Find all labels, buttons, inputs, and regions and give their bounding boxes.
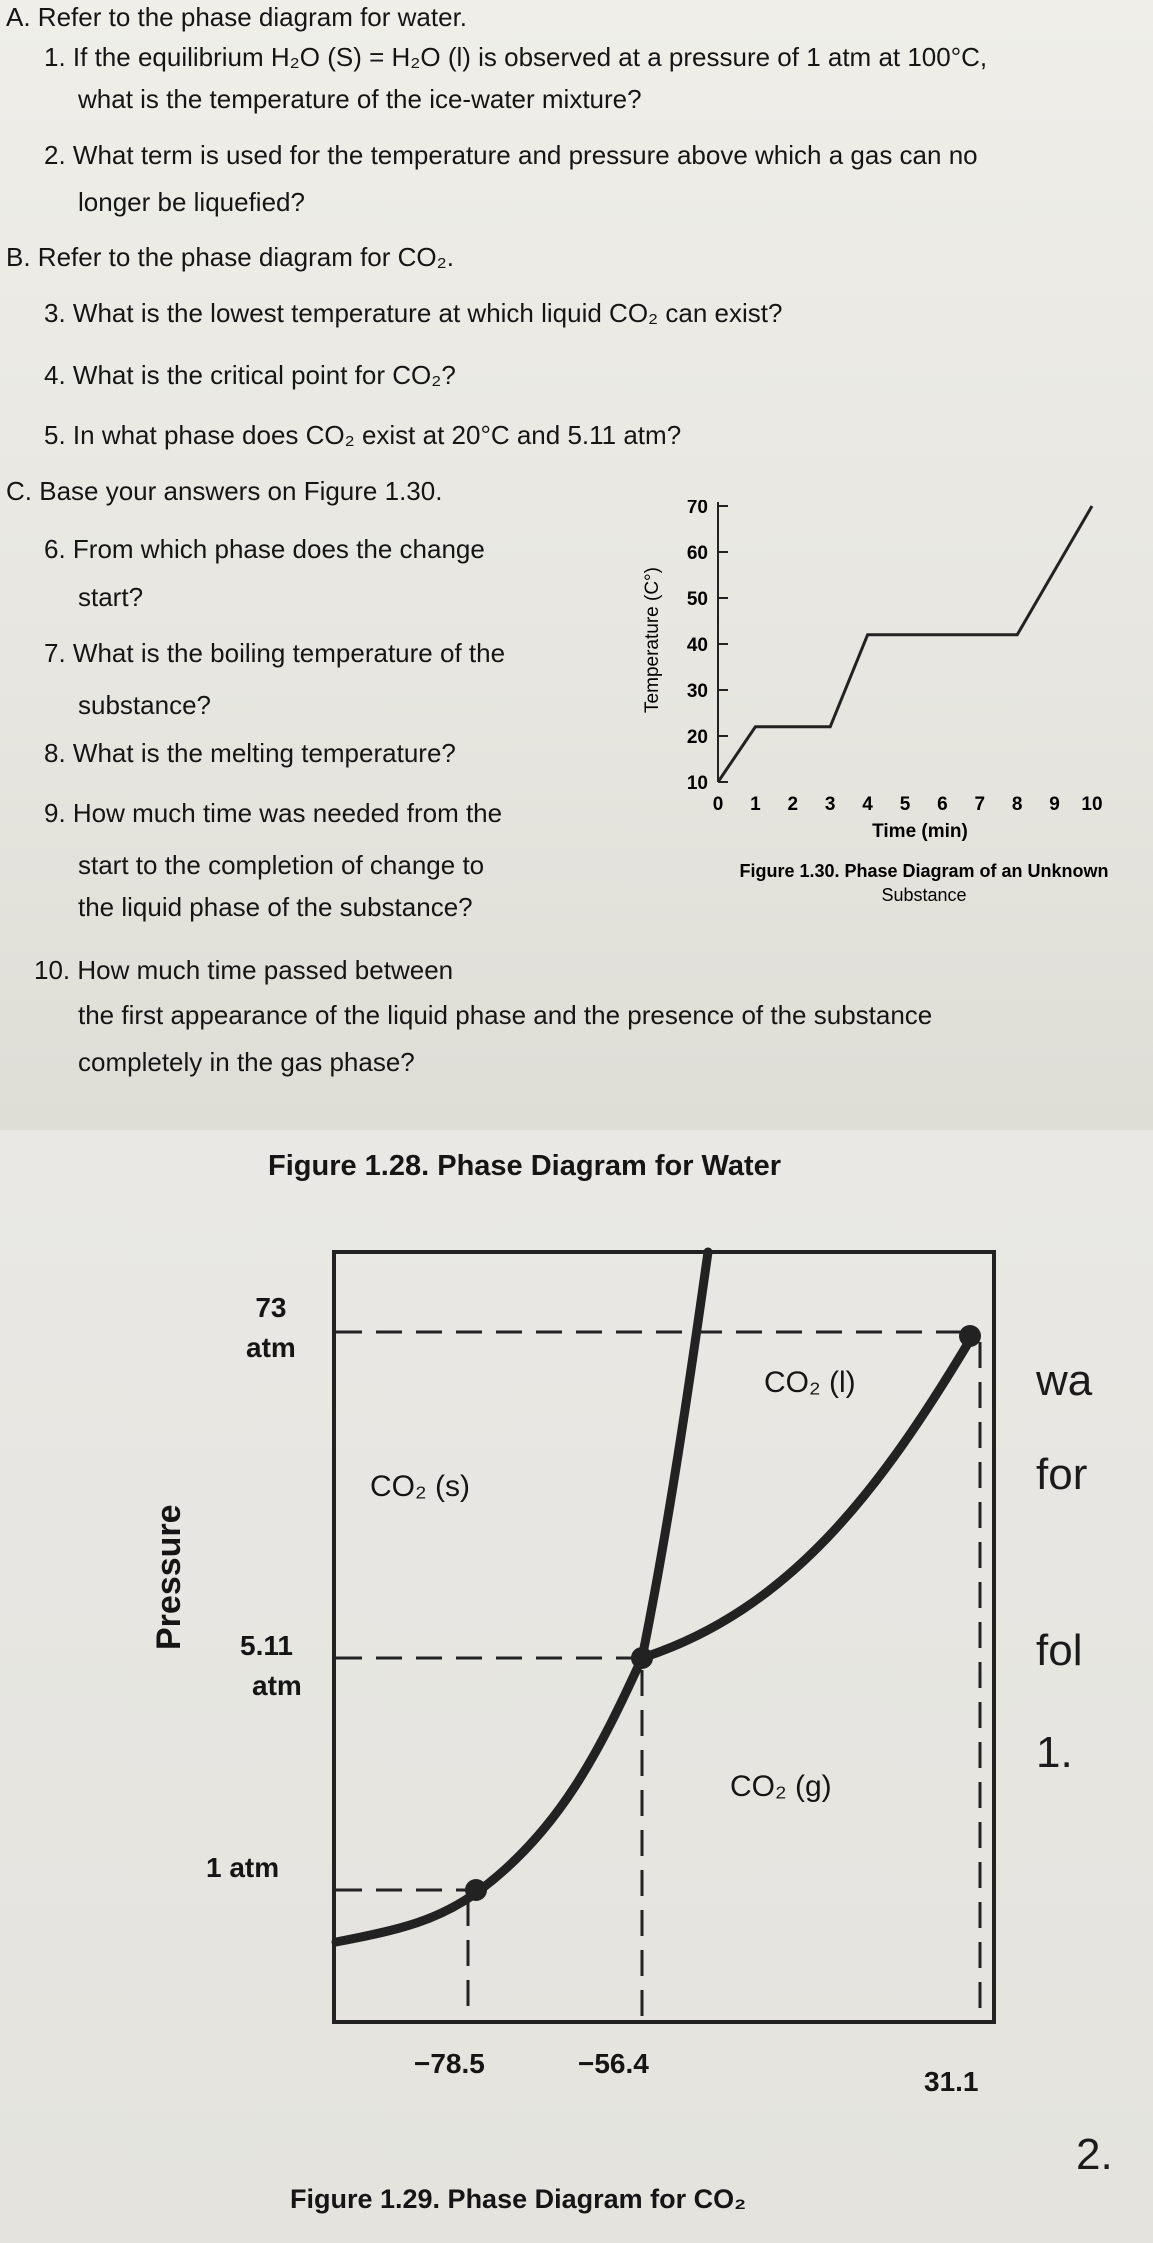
- x-tick-label: 9: [1049, 794, 1060, 815]
- figure-1-30-chart: [620, 500, 1140, 910]
- region-label-solid: CO₂ (s): [370, 1470, 470, 1503]
- region-label-liquid: CO₂ (l): [764, 1366, 856, 1399]
- y-tick-5-11: [240, 1626, 302, 1706]
- side-text-1: wa: [1036, 1356, 1093, 1405]
- y-tick-73-text: 73 atm: [246, 1292, 296, 1363]
- question-9-line3: the liquid phase of the substance?: [78, 892, 473, 922]
- section-c-heading: C. Base your answers on Figure 1.30.: [6, 476, 443, 506]
- co2-phase-diagram: [0, 1130, 1153, 2243]
- y-tick-label: 70: [686, 500, 708, 518]
- question-7-line1: 7. What is the boiling temperature of the: [44, 638, 506, 668]
- x-axis-label: Time (min): [872, 821, 968, 842]
- fusion-curve: [642, 1252, 708, 1658]
- question-3: 3. What is the lowest temperature at which liquid CO₂ can exist?: [44, 298, 783, 328]
- question-1-line2: what is the temperature of the ice-water mixture?: [78, 84, 642, 114]
- y-tick-label: 30: [686, 681, 708, 702]
- question-6-line2: start?: [78, 582, 144, 612]
- question-1-line1: 1. If the equilibrium H₂O (S) = H₂O (l) is observed at a pressure of 1 atm at 100°C,: [44, 42, 988, 72]
- y-tick-5-11-text: 5.11 atm: [240, 1630, 302, 1701]
- question-9-line1: 9. How much time was needed from the: [44, 798, 503, 828]
- question-6-line1: 6. From which phase does the change: [44, 534, 485, 564]
- x-tick-minus-78-5: −78.5: [414, 2048, 485, 2079]
- question-10-line2: the first appearance of the liquid phase and the presence of the substance: [78, 1000, 933, 1030]
- pressure-axis-label: Pressure: [150, 1504, 188, 1650]
- x-tick-label: 8: [1011, 794, 1023, 815]
- figure-1-28-title: Figure 1.28. Phase Diagram for Water: [268, 1150, 782, 1182]
- question-8: 8. What is the melting temperature?: [44, 738, 456, 768]
- question-10-line1: 10. How much time passed between: [34, 955, 454, 985]
- y-tick-1: 1 atm: [206, 1852, 280, 1883]
- x-tick-label: 4: [862, 794, 873, 815]
- section-b-heading: B. Refer to the phase diagram for CO₂.: [6, 242, 454, 272]
- sublimation-curve: [336, 1658, 642, 1942]
- y-tick-label: 10: [686, 773, 708, 794]
- x-tick-label: 5: [899, 794, 911, 815]
- y-tick-label: 40: [686, 635, 708, 656]
- region-label-gas: CO₂ (g): [730, 1770, 832, 1803]
- x-tick-31-1: 31.1: [924, 2066, 979, 2097]
- x-tick-label: 2: [787, 794, 799, 815]
- y-tick-label: 60: [686, 543, 708, 564]
- side-text-3: fol: [1036, 1626, 1083, 1675]
- point-critical-point: [959, 1325, 981, 1347]
- x-tick-minus-56-4: −56.4: [578, 2048, 649, 2079]
- side-text-2: for: [1036, 1450, 1088, 1499]
- y-tick-label: 50: [686, 589, 708, 610]
- section-a-heading: A. Refer to the phase diagram for water.: [6, 2, 468, 32]
- y-tick-label: 20: [686, 727, 708, 748]
- question-10-line3: completely in the gas phase?: [78, 1047, 415, 1077]
- x-tick-label: 3: [824, 794, 836, 815]
- y-axis-label: Temperature (C°): [642, 567, 663, 713]
- x-tick-label: 1: [750, 794, 761, 815]
- figure-title-line2: Substance: [881, 885, 967, 905]
- question-5: 5. In what phase does CO₂ exist at 20°C and 5.11 atm?: [44, 420, 682, 450]
- question-9-line2: start to the completion of change to: [78, 850, 485, 880]
- side-text-4: 1.: [1036, 1728, 1073, 1777]
- question-7-line2: substance?: [78, 690, 211, 720]
- figure-title-line1: Figure 1.30. Phase Diagram of an Unknown: [739, 861, 1109, 881]
- heating-curve-line: [718, 506, 1092, 782]
- point-triple-point: [631, 1647, 653, 1669]
- question-4: 4. What is the critical point for CO₂?: [44, 360, 456, 390]
- co2-figure-page: [0, 1130, 1153, 2243]
- x-tick-label: 10: [1081, 794, 1103, 815]
- side-text-5: 2.: [1076, 2130, 1113, 2179]
- x-tick-label: 0: [712, 794, 724, 815]
- x-tick-label: 6: [937, 794, 948, 815]
- question-2-line1: 2. What term is used for the temperature and pressure above which a gas can no: [44, 140, 978, 170]
- question-2-line2: longer be liquefied?: [78, 187, 305, 217]
- point-normal-sublimation: [465, 1879, 487, 1901]
- x-tick-label: 7: [974, 794, 986, 815]
- plot-frame: [334, 1252, 994, 2022]
- figure-1-29-title: Figure 1.29. Phase Diagram for CO₂: [290, 2184, 747, 2214]
- y-tick-73: [246, 1288, 296, 1368]
